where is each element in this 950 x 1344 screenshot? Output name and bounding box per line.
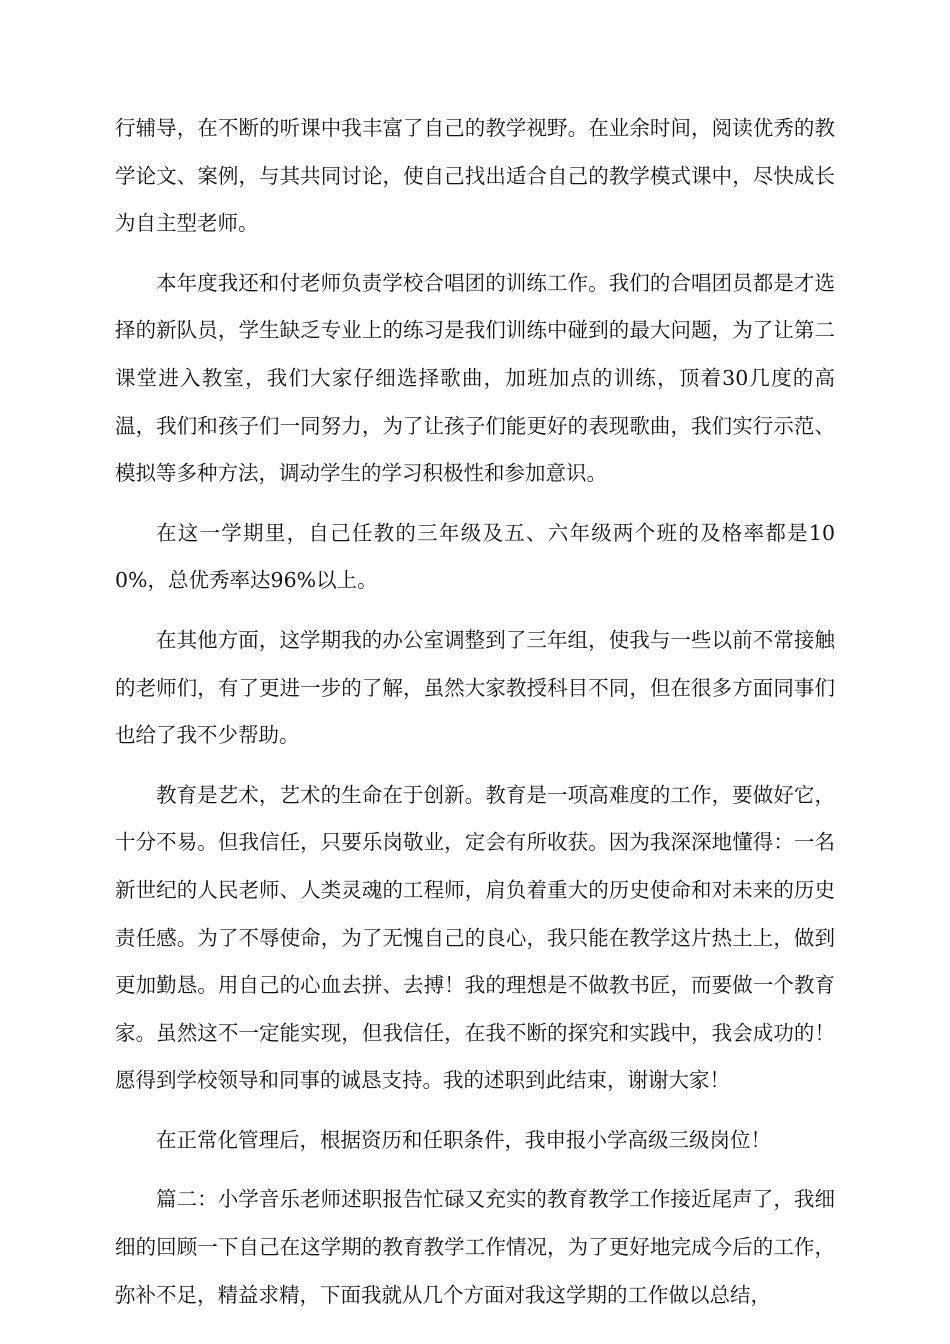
paragraph-continuation: 行辅导，在不断的听课中我丰富了自己的教学视野。在业余时间，阅读优秀的教学论文、案例，与其共同讨论，使自己找出适合自己的教学模式课中，尽快成长为自主型老师。 (115, 116, 835, 236)
paragraph-pass-rate: 在这一学期里，自己任教的三年级及五、六年级两个班的及格率都是100%，总优秀率达96%以上。 (115, 520, 835, 593)
paragraph-choir-training: 本年度我还和付老师负责学校合唱团的训练工作。我们的合唱团员都是才选择的新队员，学生缺乏专业上的练习是我们训练中碰到的最大问题，为了让第二课堂进入教室，我们大家仔细选择歌曲，加班加点的训练，顶着30几度的高温，我们和孩子们一同努力，为了让孩子们能更好的表现歌曲，我们实行示范、模拟等多种方法，调动学生的学习积极性和参加意识。 (115, 270, 835, 486)
paragraph-colleagues: 在其他方面，这学期我的办公室调整到了三年组，使我与一些以前不常接触的老师们，有了更进一步的了解，虽然大家教授科目不同，但在很多方面同事们也给了我不少帮助。 (115, 627, 835, 748)
paragraph-part-two: 篇二：小学音乐老师述职报告忙碌又充实的教育教学工作接近尾声了，我细细的回顾一下自己在这学期的教育教学工作情况，为了更好地完成今后的工作，弥补不足，精益求精，下面我就从几个方面对我这学期的工作做以总结， (115, 1187, 835, 1307)
paragraph-position-application: 在正常化管理后，根据资历和任职条件，我申报小学高级三级岗位！ (156, 1127, 771, 1152)
document-body (115, 105, 835, 1331)
paragraph-education-art: 教育是艺术，艺术的生命在于创新。教育是一项高难度的工作，要做好它，十分不易。但我信任，只要乐岗敬业，定会有所收获。因为我深深地懂得：一名新世纪的人民老师、人类灵魂的工程师，肩负着重大的历史使命和对未来的历史责任感。为了不辱使命，为了无愧自己的良心，我只能在教学这片热土上，做到更加勤恳。用自己的心血去拼、去搏！我的理想是不做教书匠，而要做一个教育家。虽然这不一定能实现，但我信任，在我不断的探究和实践中，我会成功的！愿得到学校领导和同事的诚恳支持。我的述职到此结束，谢谢大家！ (115, 782, 835, 1093)
